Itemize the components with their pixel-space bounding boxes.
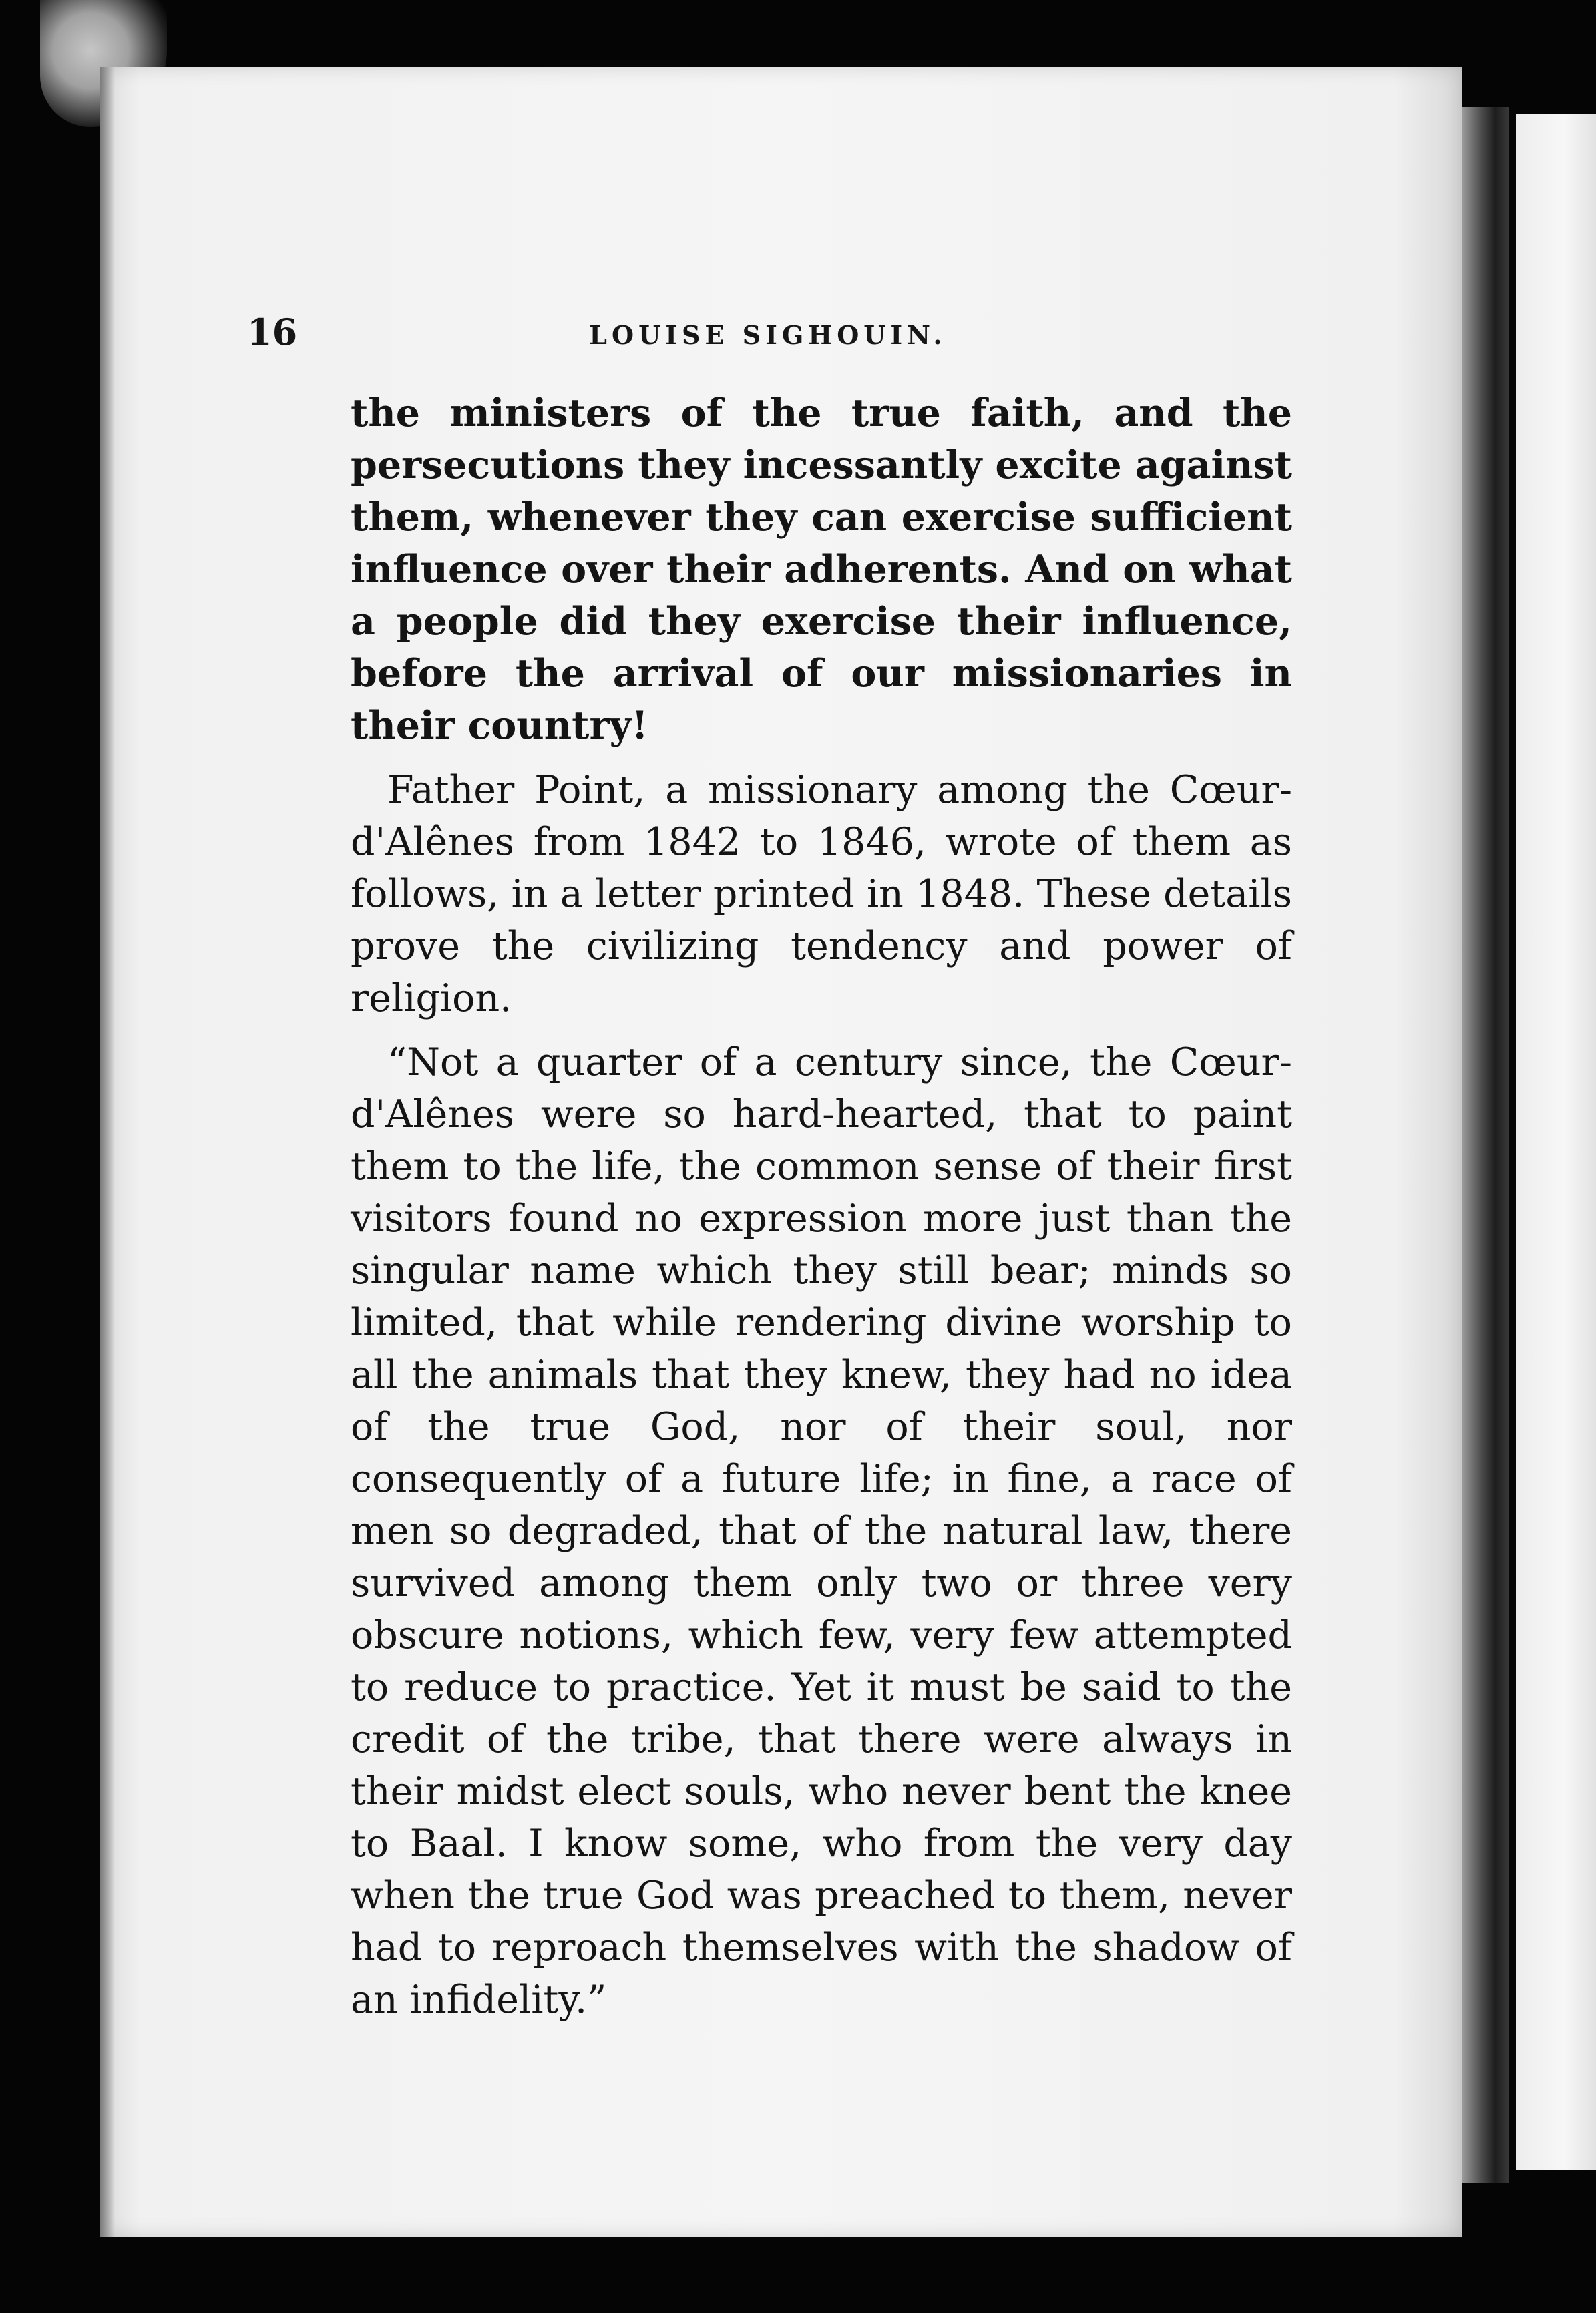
paragraph: “Not a quarter of a century since, the Cœur-d'Alênes were so hard-hearted, that to paint them to the life, the common sense of their first visitors found no expression more just than the singular name which they still bear; minds so limited, that while rendering divine worship to all the animals that they knew, they had no idea of the true God, nor of their soul, nor consequently of a future life; in fine, a race of men so degraded, that of the natural law, there survived among them only two or three very obscure notions, which few, very few attempted to reduce to practice. Yet it must be said to the credit of the tribe, that there were always in their midst elect souls, who never bent the knee to Baal. I know some, who from the very day when the true God was preached to them, never had to reproach themselves with the shadow of an infidelity.” [351,1040,1292,2022]
running-head [247,310,1289,357]
running-title: LOUISE SIGHOUIN. [589,320,947,350]
facing-page-edge [1516,114,1596,2170]
page-number: 16 [247,310,298,353]
book-gutter [1462,107,1509,2183]
body-text [351,387,1292,2026]
paragraph: Father Point, a missionary among the Cœur-d'Alênes from 1842 to 1846, wrote of them as follows, in a letter printed in 1848. These details prove the civilizing tendency and power of religion. [351,768,1292,1020]
paragraph: the ministers of the true faith, and the persecutions they incessantly excite against them, whenever they can exercise sufficient influence over their adherents. And on what a people did they exercise their influence, before the arrival of our missionaries in their country! [351,391,1292,748]
